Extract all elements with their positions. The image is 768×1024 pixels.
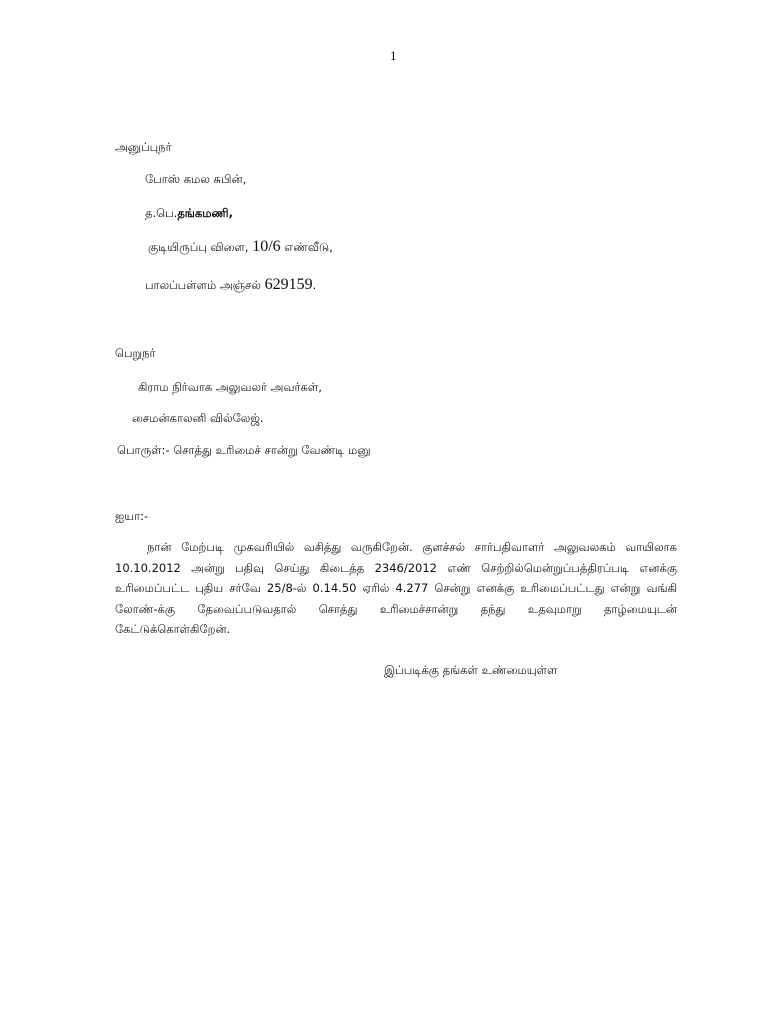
address1-prefix: குடியிருப்பு விளை,: [148, 240, 253, 254]
pincode: 629159: [264, 276, 313, 293]
address2-prefix: பாலப்பள்ளம் அஞ்சல்: [145, 278, 265, 292]
recipient-heading: பெறுநர்: [115, 346, 156, 360]
sender-name: போஸ் கமல சுபின்,: [145, 172, 247, 186]
closing-line: இப்படிக்கு தங்கள் உண்மையுள்ள: [384, 663, 558, 677]
body-line-2: 10.10.2012 அன்று பதிவு செய்து கிடைத்த 2346/2012 எண் செற்றில்மென்றுப்பத்திரப்படி எனக்கு: [115, 560, 677, 575]
sender-address-line-2: [145, 276, 316, 294]
father-name: தங்கமணி,: [177, 206, 233, 220]
recipient-village: சைமன்காலனி வில்லேஜ்.: [132, 411, 264, 425]
recipient-officer: கிராம நிர்வாக அலுவலர் அவர்கள்,: [138, 380, 322, 394]
sender-heading: அனுப்புநர்: [115, 140, 172, 154]
page-number: 1: [390, 48, 397, 63]
address1-suffix: எண்வீடு,: [280, 240, 333, 254]
body-line-4: லோண்-க்கு தேவைப்படுவதால் சொத்து உரிமைச்சான்று தந்து உதவுமாறு தாழ்மையுடன்: [115, 601, 677, 616]
sender-address-line-1: [148, 238, 333, 256]
body-line-3: உரிமைப்பட்ட புதிய சர்வே 25/8-ல் 0.14.50 ஏரில் 4.277 சென்று எனக்கு உரிமைப்பட்டது என்று வங்கி: [115, 581, 677, 595]
subject-line: பொருள்:- சொத்து உரிமைச் சான்று வேண்டி மனு: [117, 443, 371, 457]
letter-body: [115, 537, 677, 640]
body-line-5: கேட்டுக்கொள்கிறேன்.: [115, 622, 231, 636]
sender-father-line: [145, 206, 233, 222]
address2-suffix: .: [312, 278, 317, 292]
salutation: ஐயா:-: [115, 509, 149, 523]
father-prefix: த.பெ.: [145, 206, 178, 220]
body-line-1: நான் மேற்படி முகவரியில் வசித்து வருகிறேன். குளச்சல் சார்பதிவாளர் அலுவலகம் வாயிலாக: [147, 540, 677, 554]
house-number: 10/6: [252, 238, 281, 255]
